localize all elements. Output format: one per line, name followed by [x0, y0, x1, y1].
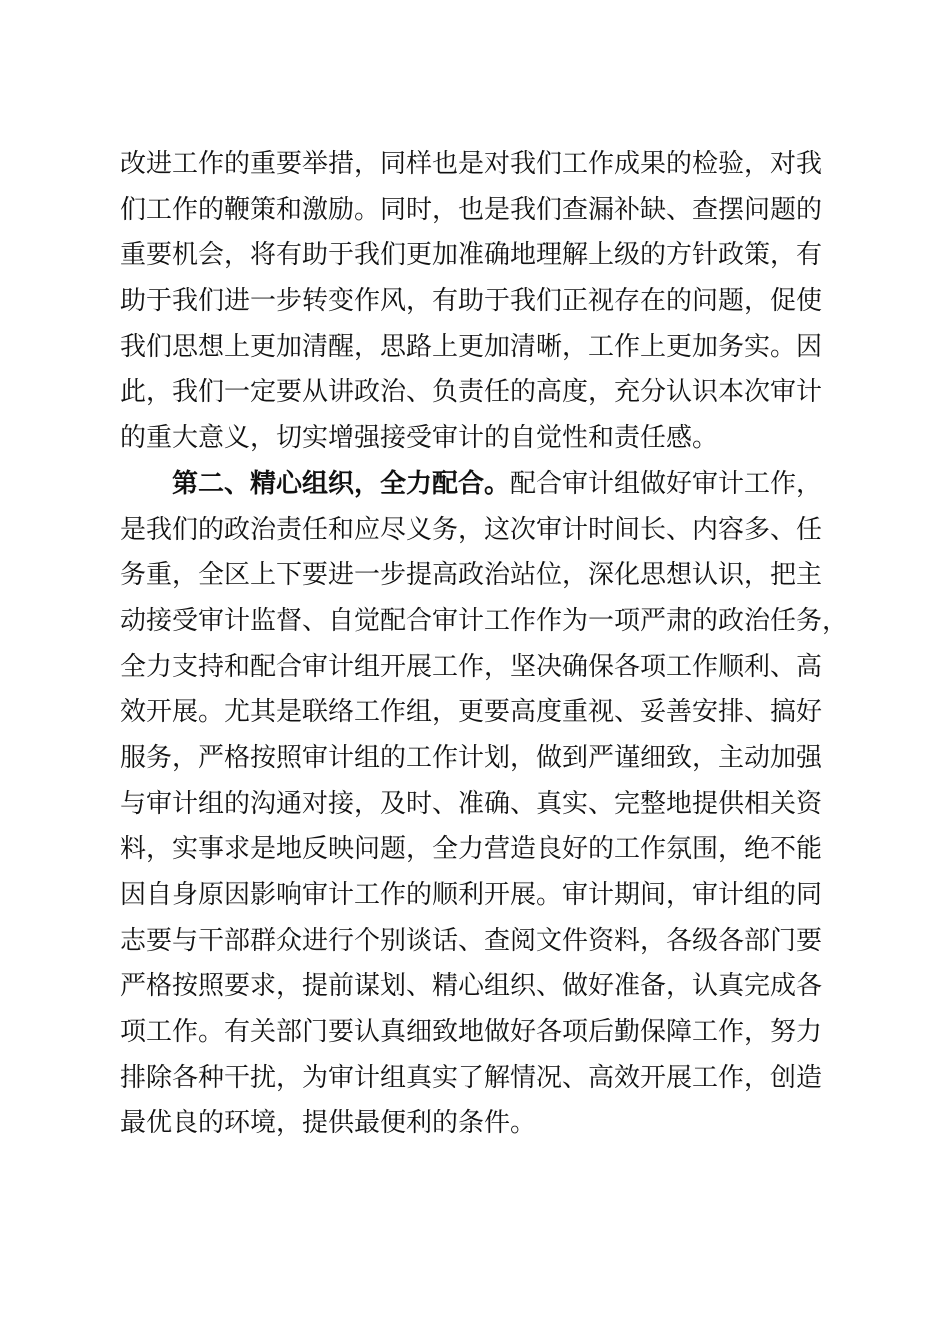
paragraph-2-line-6: 效开展。尤其是联络工作组，更要高度重视、妥善安排、搞好 — [120, 697, 823, 728]
paragraph-1-line-2: 们工作的鞭策和激励。同时，也是我们查漏补缺、查摆问题的 — [120, 194, 823, 225]
paragraph-2-line-11: 志要与干部群众进行个别谈话、查阅文件资料，各级各部门要 — [120, 925, 823, 956]
paragraph-2-line-5: 全力支持和配合审计组开展工作，坚决确保各项工作顺利、高 — [120, 651, 823, 682]
paragraph-2-line-10: 因自身原因影响审计工作的顺利开展。审计期间，审计组的同 — [120, 880, 823, 910]
paragraph-2-line-7: 服务，严格按照审计组的工作计划，做到严谨细致，主动加强 — [120, 742, 823, 773]
paragraph-2-line-14: 排除各种干扰，为审计组真实了解情况、高效开展工作，创造 — [120, 1062, 823, 1093]
paragraph-2-line-2: 是我们的政治责任和应尽义务，这次审计时间长、内容多、任 — [120, 514, 823, 545]
paragraph-1-line-1: 改进工作的重要举措，同样也是对我们工作成果的检验，对我 — [120, 149, 823, 179]
paragraph-1-line-7: 的重大意义，切实增强接受审计的自觉性和责任感。 — [120, 423, 719, 454]
section-heading: 第二、精心组织，全力配合。 — [172, 468, 511, 499]
paragraph-2-line-12: 严格按照要求，提前谋划、精心组织、做好准备，认真完成各 — [120, 971, 823, 1002]
paragraph-2-line-13: 项工作。有关部门要认真细致地做好各项后勤保障工作，努力 — [120, 1017, 823, 1048]
paragraph-2-line-3: 务重，全区上下要进一步提高政治站位，深化思想认识，把主 — [120, 560, 823, 591]
paragraph-2-line-1 — [120, 462, 840, 508]
paragraph-1-line-6: 此，我们一定要从讲政治、负责任的高度，充分认识本次审计 — [120, 377, 823, 408]
section-heading-continuation: 配合审计组做好审计工作， — [510, 468, 823, 499]
paragraph-2-line-4: 动接受审计监督、自觉配合审计工作作为一项严肃的政治任务， — [120, 605, 849, 636]
paragraph-1-line-3: 重要机会，将有助于我们更加准确地理解上级的方针政策，有 — [120, 240, 823, 271]
paragraph-1-line-4: 助于我们进一步转变作风，有助于我们正视存在的问题，促使 — [120, 286, 823, 317]
paragraph-2-line-8: 与审计组的沟通对接，及时、准确、真实、完整地提供相关资 — [120, 788, 823, 819]
paragraph-2-line-15: 最优良的环境，提供最便利的条件。 — [120, 1108, 537, 1139]
paragraph-2-line-9: 料，实事求是地反映问题，全力营造良好的工作氛围，绝不能 — [120, 834, 823, 865]
paragraph-1-line-5: 我们思想上更加清醒，思路上更加清晰，工作上更加务实。因 — [120, 331, 823, 362]
document-body — [120, 142, 849, 1147]
